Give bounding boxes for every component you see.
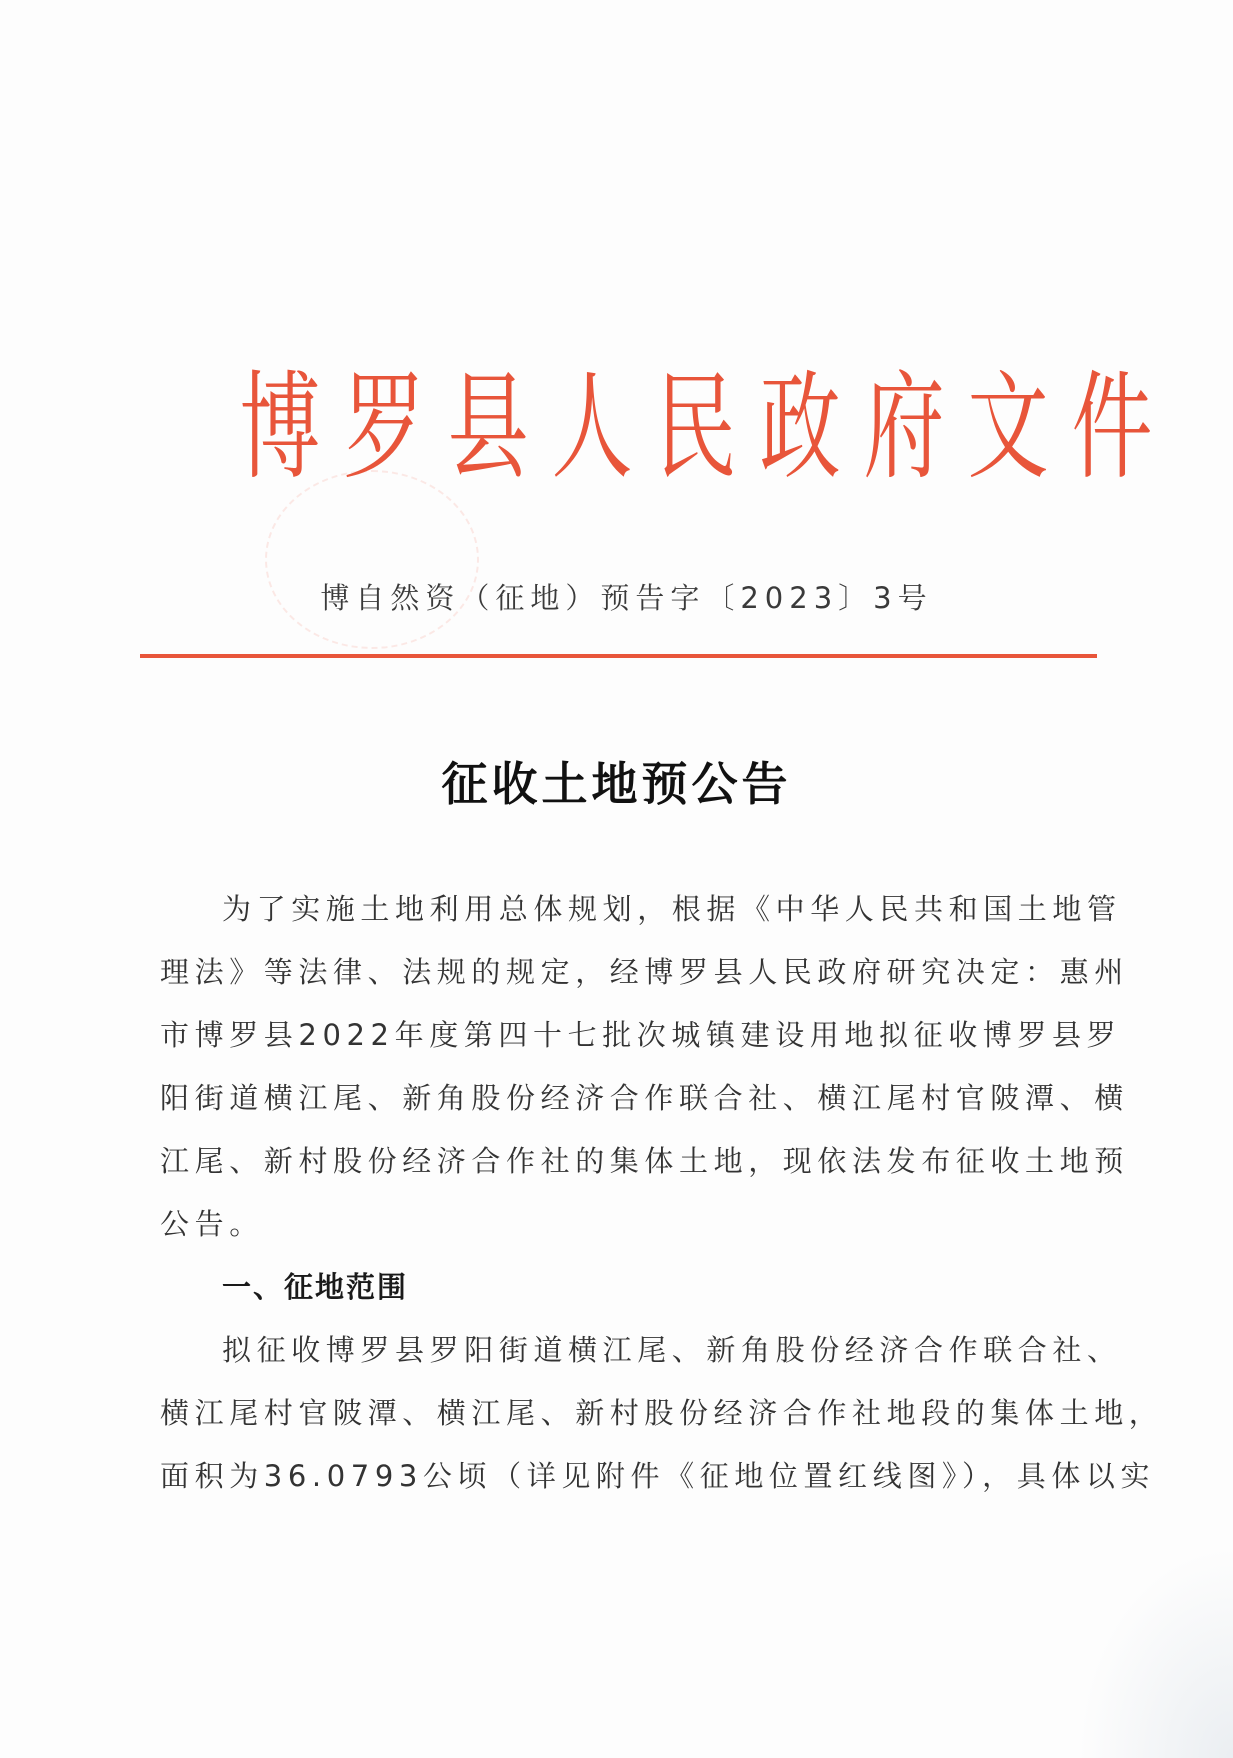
paragraph-line: 横江尾村官陂潭、横江尾、新村股份经济合作社地段的集体土地， (160, 1396, 1164, 1430)
paragraph-line: 面积为36.0793公顷（详见附件《征地位置红线图》），具体以实 (160, 1459, 1156, 1493)
paragraph-line: 江尾、新村股份经济合作社的集体土地，现依法发布征收土地预 (160, 1144, 1129, 1178)
paragraph-line: 市博罗县2022年度第四十七批次城镇建设用地拟征收博罗县罗 (160, 1018, 1122, 1052)
masthead-char: 县 (447, 358, 529, 496)
masthead-char: 博 (239, 358, 321, 496)
red-divider-rule (140, 654, 1097, 658)
document-body (160, 878, 1164, 1508)
masthead-char: 件 (1071, 358, 1153, 496)
masthead-char: 府 (863, 358, 945, 496)
masthead-char: 罗 (343, 358, 425, 496)
notice-title: 征收土地预公告 (441, 757, 792, 811)
section-heading: 一、征地范围 (222, 1270, 409, 1304)
masthead-char: 人 (551, 358, 633, 496)
masthead-char: 民 (655, 358, 737, 496)
paragraph-line: 阳街道横江尾、新角股份经济合作联合社、横江尾村官陂潭、横 (160, 1081, 1129, 1115)
masthead-title (228, 358, 1153, 496)
paragraph-line: 理法》等法律、法规的规定，经博罗县人民政府研究决定：惠州 (160, 955, 1129, 989)
masthead-char: 政 (759, 358, 841, 496)
document-number: 博自然资（征地）预告字〔2023〕3号 (320, 581, 933, 615)
masthead-char: 文 (967, 358, 1049, 496)
paragraph-line: 拟征收博罗县罗阳街道横江尾、新角股份经济合作联合社、 (222, 1333, 1122, 1367)
paragraph-line: 公告。 (160, 1207, 264, 1241)
paragraph-line: 为了实施土地利用总体规划，根据《中华人民共和国土地管 (222, 892, 1122, 926)
